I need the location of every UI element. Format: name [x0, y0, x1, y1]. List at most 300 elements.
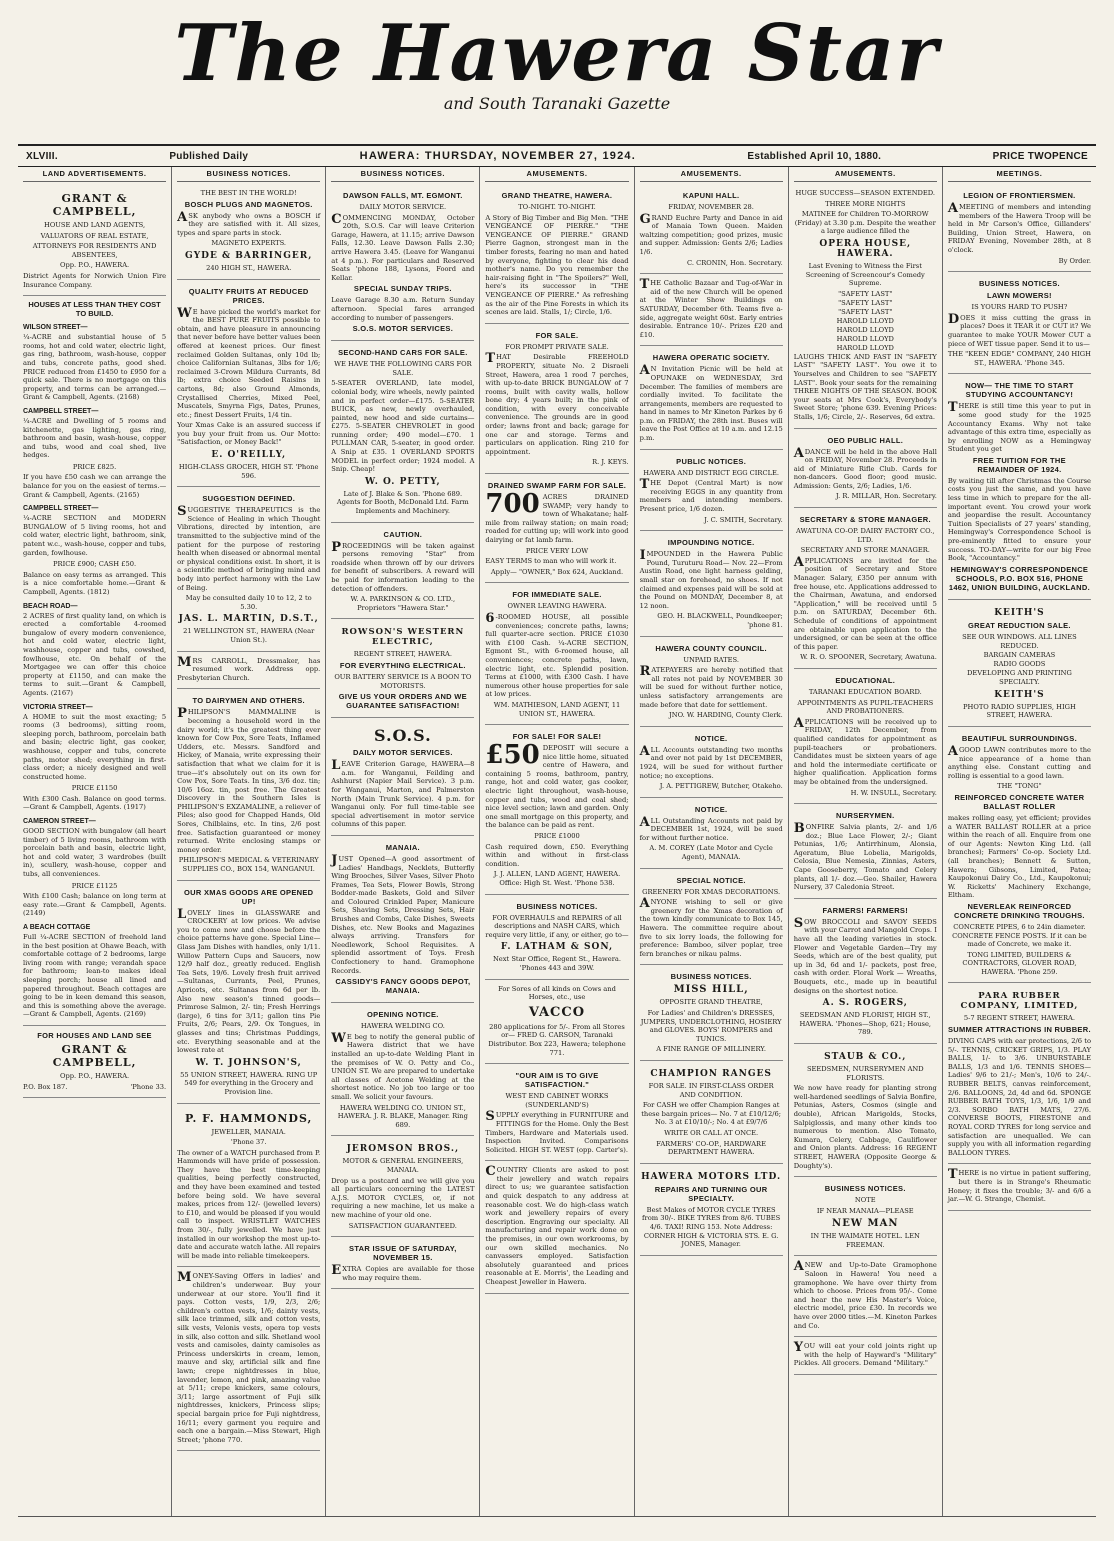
ad-product-name: VACCO — [528, 1004, 586, 1020]
ad-subheading: HUGE SUCCESS—SEASON EXTENDED. — [795, 189, 936, 197]
column-2 — [171, 167, 325, 1516]
ad-subheading: WEST END CABINET WORKS (SUNDERLAND'S) — [505, 1092, 609, 1109]
ad-heading: FOR HOUSES AND LAND SEE — [37, 1030, 152, 1040]
ad-heading: REPAIRS AND TURNING OUR SPECIALTY. — [654, 1184, 768, 1203]
advertisement — [177, 489, 320, 651]
ad-text: APPLICATIONS will be received up to FRIDAY, 12th December, from qualified candidates for appointment as pupil-teachers or probationers. Candidates must be sixteen years of age and hold the intermediate certificate or higher qualification. Application forms may be obtained from the undersigned. — [793, 715, 937, 786]
ad-text — [485, 489, 629, 545]
feature-line: "SAFETY LAST" — [838, 289, 893, 298]
advertisement — [485, 897, 628, 980]
ad-heading: IMPOUNDING NOTICE. — [667, 538, 755, 548]
ad-deposit: £50 — [485, 740, 540, 771]
ad-heading: FOR IMMEDIATE SALE. — [512, 590, 602, 600]
ad-subheading: MAGNETO EXPERTS. — [211, 239, 287, 248]
feature-line: HAROLD LLOYD — [836, 325, 894, 334]
listing-text: 2 ACRES of first quality land, on which is erected a comfortable 4-roomed bungalow of every modern convenience, hot and cold water, electric light, washhouse, copper and tubs, cowshed, fowlhouse, etc. On behalf of the Mortgagee we can offer this choice property at £1150, and can make the terms to suit.—Grant & Campbell, Agents. (2167) — [23, 611, 167, 697]
advertisement — [23, 186, 166, 296]
ad-heading: SUGGESTION DEFINED. — [202, 494, 296, 504]
feature-line: HAROLD LLOYD — [836, 334, 894, 343]
firm-address: SEEDSMAN AND FLORIST, HIGH ST., HAWERA. 'Phones—Shop, 621; House, 789. — [799, 1011, 932, 1037]
advertisement — [948, 274, 1091, 374]
ad-contact: Apply— "OWNER," Box 624, Auckland. — [490, 567, 624, 576]
firm-name: J. R. MILLAR, Hon. Secretary. — [835, 492, 937, 501]
property-listing — [23, 818, 166, 918]
issue-date: HAWERA: THURSDAY, NOVEMBER 27, 1924. — [359, 150, 636, 162]
street-name: CAMPBELL STREET— — [23, 407, 99, 415]
firm-name: J. A. PETTIGREW, Butcher, Otakeho. — [659, 782, 783, 791]
street-name: CAMERON STREET— — [23, 818, 96, 826]
ad-heading: FOR EVERYTHING ELECTRICAL. — [339, 660, 466, 670]
ad-heading: HAWERA OPERATIC SOCIETY. — [652, 353, 770, 363]
firm-name: F. LATHAM & SON, — [500, 942, 614, 953]
firm-address: 240 HIGH ST., HAWERA. — [206, 263, 292, 272]
ad-text: makes rolling easy, yet efficient; provides a WATER BALLAST ROLLER at a price within the reach of all. Enquire from one of our Agents: Newton King Ltd. (all branches); Farmers' Co-op. Society Ltd. (all branches); Bennett & Sutton, Hawera; Gibsons, Limited, Patea; Kaupokonui Dairy Co., Ltd., Kaupokonui; W. Ricketts' Machinery Exchange, Eltham. — [947, 813, 1091, 900]
volume-number: XLVIII. — [26, 150, 58, 162]
firm-name: P. F. HAMMONDS, — [185, 1111, 313, 1125]
ad-heading: BUSINESS NOTICES. — [824, 1184, 906, 1194]
firm-name: HAWERA MOTORS LTD. — [641, 1171, 782, 1182]
listing-text: ¼-ACRE and Dwelling of 5 rooms and kitchenette, gas lighting, gas ring, bathroom and basin, wash-house, copper and tubs, wood and coal shed, live hedges. — [23, 416, 167, 460]
feature-line: SPECIALTY. — [999, 677, 1040, 686]
ad-text: For Ladies' and Children's DRESSES, JUMPERS, UNDERCLOTHING, HOSIERY and GLOVES. BOYS' ROMPERS and TUNICS. — [640, 1009, 782, 1043]
firm-name: CASSIDY'S FANCY GOODS DEPOT, MANAIA. — [335, 977, 471, 996]
ad-text: GRAND Euchre Party and Dance in aid of Manaia Town Queen. Maiden waltzing competition; good prizes, music and supper. Admission: Gents 2/6; Ladies 1/6. — [639, 211, 783, 256]
advertisement — [794, 1179, 937, 1256]
ad-text: MRS CARROLL, Dressmaker, has resumed work. Address opp. Presbyterian Church. — [177, 654, 321, 682]
listing-text: With £100 Cash; balance on long term at easy rate.—Grant & Campbell, Agents. (2149) — [23, 892, 167, 918]
listing-text: Balance on easy terms as arranged. This is a nice comfortable home.—Grant & Campbell, Agents. (1812) — [23, 570, 167, 596]
advertisement — [331, 1138, 474, 1237]
ad-logo-text: S.O.S. — [374, 726, 432, 746]
ad-text: Your Xmas Cake is an assured success if you buy your fruit from us. Our Motto: "Satisfaction, or Money Back!" — [177, 421, 321, 447]
advertisement — [794, 1046, 937, 1177]
ad-heading: PUBLIC NOTICES. — [676, 456, 747, 466]
property-listing — [23, 324, 166, 402]
ad-text: MATINEE for Children TO-MORROW (Friday) at 3.30 p.m. Despite the weather a large audience filled the — [794, 210, 936, 236]
ad-heading: BUSINESS NOTICES. — [670, 972, 752, 982]
ad-subheading: JEWELLER, MANAIA. — [211, 1127, 286, 1136]
firm-name: MISS HILL, — [673, 984, 749, 996]
advertisement — [485, 326, 628, 474]
ad-heading: NOTICE. — [694, 804, 728, 814]
feature-line: HAROLD LLOYD — [836, 343, 894, 352]
street-name: WILSON STREET— — [23, 324, 88, 332]
ad-subheading: WRITE OR CALL AT ONCE. — [664, 1128, 759, 1137]
ad-heading: OEO PUBLIC HALL. — [827, 435, 904, 445]
ad-heading: NURSERYMEN. — [836, 811, 895, 821]
firm-name: HAWERA WELDING CO. UNION ST., HAWERA. J. R. BLAKE, Manager. Ring 689. — [337, 1103, 468, 1129]
ad-text: RATEPAYERS are hereby notified that all rates not paid by NOVEMBER 30 will be sued for without further notice, unless satisfactory arrangements are made before that date for settlement. — [639, 664, 783, 709]
column-4 — [479, 167, 633, 1516]
feature-line: REDUCED. — [1000, 641, 1039, 650]
feature-line: BARGAIN CAMERAS — [983, 650, 1056, 659]
firm-name: GRANT & CAMPBELL, — [52, 1042, 137, 1069]
listing-price: PRICE £1125 — [71, 881, 118, 890]
ad-heading: SUMMER ATTRACTIONS IN RUBBER. — [947, 1025, 1091, 1035]
ad-heading: NOW— THE TIME TO START STUDYING ACCOUNTANCY! — [965, 381, 1074, 400]
po-box: P.O. Box 187. — [23, 1082, 68, 1091]
ad-text: Drop us a postcard and we will give you all particulars concerning the LATEST A.J.S. MOTOR CYCLES, or, if not requiring a new machine, let us make a new machine of your old one. — [331, 1176, 475, 1219]
ad-subheading: THE "TONG" — [997, 782, 1042, 791]
ad-heading: SPECIAL SUNDAY TRIPS. — [353, 284, 452, 294]
advertisement — [331, 1239, 474, 1289]
ad-text: AN Invitation Picnic will be held at OPUNAKE on WEDNESDAY, 3rd December. The families of members are cordially invited. To facilitate the arrangements, members are requested to hand in names to Mr Kineton Parkes by 6 p.m. on FRIDAY, the 28th inst. Buses will leave the Post Office at 10 a.m. and 12.15 p.m. — [639, 363, 783, 443]
ad-text: We now have ready for planting strong well-hardened seedlings of Salvia Bonfire, Petunias, Asters, Cosmos (single and double), African Marigolds, Stocks, Salpiglossis, and many other kinds too numerous to mention. Also Tomato, Kumara, Celery, Cabbage, Cauliflower and Onion plants. Address: 16 REGENT STREET, HAWERA (Opposite George & Doughty's). — [793, 1084, 937, 1170]
advertisement — [485, 1066, 628, 1161]
ad-text: OUR BATTERY SERVICE IS A BOON TO MOTORISTS. — [334, 672, 472, 690]
published-daily: Published Daily — [169, 150, 249, 162]
ad-text: Cash required down, £50. Everything within and without in first-class condition. — [485, 842, 629, 868]
ad-text: DOES it miss cutting the grass in places? Does it TEAR it or CUT it? We guarantee to make YOUR Mower CUT a piece of WET tissue paper. Send it to us— — [947, 311, 1091, 348]
advertisement — [177, 186, 320, 280]
ad-text: WE beg to notify the general public of Hawera district that we have installed an up-to-date Welding Plant in the premises of W. O. Petty and Co., UNION ST. We are prepared to undertake all classes of Acetone Welding at the shortest notice. No job too large or too small. We solicit your favours. — [331, 1030, 475, 1101]
listing-text: GOOD SECTION with bungalow (all heart timber) of 5 living rooms, bathroom with porcelain bath and basin, electric light, hot and cold water, 3 wardrobes (built in), scullery, wash-house, copper and tubs, all conveniences. — [23, 827, 167, 879]
advertisement — [640, 967, 783, 1061]
ad-text: Leave Garage 8.30 a.m. Return Sunday afternoon. Special fares arranged according to number of passengers. — [331, 296, 475, 322]
ad-heading: QUALITY FRUITS AT REDUCED PRICES. — [188, 286, 309, 305]
advertisement — [23, 1025, 166, 1098]
listing-text: Full ¼-ACRE SECTION of freehold land in the best position at Ohawe Beach, with comfortable cottage of 2 bedrooms, large living room with range; verandah space for bathroom; lean-to makes ideal sleeping porch; house all lined and papered throughout. Beach cottages are going to be in keen demand this season, and this is something above the average.—Grant & Campbell, Agents. (2169) — [23, 933, 167, 1019]
firm-name: W. T. JOHNSON'S, — [195, 1057, 302, 1068]
feature-line: "SAFETY LAST" — [838, 307, 893, 316]
property-listing — [23, 505, 166, 596]
firm-name: JNO. W. HARDING, County Clerk. — [669, 711, 783, 720]
ad-heading: FREE TUITION FOR THE REMAINDER OF 1924. — [972, 455, 1066, 474]
ad-text: IMPOUNDED in the Hawera Public Pound, Turuturu Road— Nov. 22—From Austin Road, one light harness gelding, small star on forehead, no shoes. If not claimed and expenses paid will be sold at the Pound on MONDAY, December 8, at 12 noon. — [639, 548, 783, 610]
ad-heading: REINFORCED CONCRETE WATER BALLAST ROLLER — [954, 792, 1085, 811]
firm-name: PARA RUBBER COMPANY, LIMITED, — [960, 991, 1079, 1012]
advertisement — [948, 1166, 1091, 1210]
firm-address: Opp. P.O., HAWERA. — [59, 1071, 130, 1080]
column-5 — [634, 167, 788, 1516]
advertisement — [177, 1106, 320, 1268]
listing-text: A HOME to suit the most exacting; 5 rooms (3 bedrooms), sitting room, sleeping porch, bathroom, porcelain bath and basin; electric light, gas cooker, washhouse, copper and tubs, concrete paths, motor shed; everything in first-class order; a nicely designed and well constructed home. — [23, 712, 167, 781]
ad-product-name: CHAMPION RANGES — [650, 1068, 772, 1079]
advertisement — [331, 621, 474, 718]
advertisement — [948, 985, 1091, 1164]
property-listing — [23, 924, 166, 1019]
ad-text: ANYONE wishing to sell or give greenery for the Xmas decoration of the town kindly communicate to Box 145, Hawera. The committee require about five to six lorry loads, the following for preference: Bamboo, silver poplar, tree fern branches or nikau palms. — [639, 896, 783, 958]
ad-heading: FOR SALE! FOR SALE! — [512, 732, 602, 742]
ad-heading: MANAIA. — [385, 842, 420, 852]
ad-text: 5-SEATER OVERLAND, late model, colonial body, wire wheels, newly painted and in perfect order—£175. 5-SEATER BUICK, as new, newly overhauled, painted, new hood and side curtains—£275. 5-SEATER CHEVROLET in good running order; 490 model—£70. 1 PULLMAN CAR, 5-seater, in good order. A Snip at £35. 1 OVERLAND SPORTS MODEL in perfect order; 1924 model. A Snip. Cheap! — [331, 379, 475, 474]
ad-subheading: TO-NIGHT. TO-NIGHT. — [518, 203, 596, 211]
column-heading: AMUSEMENTS. — [794, 169, 937, 182]
ad-text: The owner of a WATCH purchased from P. Hammonds will have pride of possession. They have the best time-keeping qualities, being perfectly constructed, and they have been examined and tested before being sold. We have several makes, prices from 12/- (jewelled levers) to £10, and would be pleased if you would call to inspect. WRISTLET WATCHES from 30/-, fully jewelled. We have just installed in our workshop the most up-to-date and accurate watch lathe. All repairs will be made into reliable timekeepers. — [177, 1148, 321, 1260]
ad-subheading: UNPAID RATES. — [683, 655, 739, 664]
ad-heading: EDUCATIONAL. — [835, 675, 896, 685]
ad-text: 6-ROOMED HOUSE, all possible conveniences; concrete paths, lawns; full quarter-acre section. PRICE £1030 with £100 Cash. ¼-ACRE SECTION, Egmont St., with 6-roomed house, all conveniences; concrete paths, lawn, electric light, etc. Splendid position. Terms at £1000, with £300 Cash. I have numerous other house properties for sale at low prices. — [485, 610, 629, 699]
ad-heading: NEVERLEAK REINFORCED CONCRETE DRINKING TROUGHS. — [954, 901, 1085, 920]
property-listing — [23, 408, 166, 499]
feature-line: RADIO GOODS — [993, 659, 1046, 668]
phone-number: 'Phone 37. — [230, 1138, 267, 1147]
listing-price: PRICE £1150 — [71, 784, 118, 793]
firm-name: THE "KEEN EDGE" COMPANY, 240 HIGH ST., HAWERA. 'Phone 345. — [947, 350, 1091, 367]
advertisement — [794, 510, 937, 669]
ad-text: Last Evening to Witness the First Screening of Screencour's Comedy Supreme. — [805, 261, 925, 288]
ad-tagline: THE BEST IN THE WORLD! — [200, 189, 297, 197]
advertisement — [640, 871, 783, 966]
ad-text: JUST Opened—A good assortment of Ladies' Handbags, Necklets, Butterfly Wing Brooches, Silver Vases, Silver Photo Frames, Tea Sets, Flower Bowls, Strong Bodder-made Baskets, Gold and Silver and Coloured Crinkled Paper, Manicure Sets, Shaving Sets, Dressing Sets, Hair Brushes and Combs, Cake Dishes, Sweets Dishes, etc. New Books and Magazines always arriving. Transfers for Needlework, School Requisites. A splendid assortment of Toys. Fresh Confectionery to hand. Gramophone Records. — [331, 852, 475, 975]
advertisement — [331, 525, 474, 620]
ad-text: CONCRETE PIPES, 6 to 24in diameter. CONCRETE FENCE POSTS. If it can be made of Concrete, we make it. — [952, 922, 1087, 949]
ad-text: LAUGHS THICK AND FAST IN "SAFETY LAST" "SAFETY LAST". You owe it to Yourselves and Children to see "SAFETY LAST". Book your seats for the remaining THREE NIGHTS OF THE SEASON. BOOK your seats at Mrs Cook's, Everybody's Sweet Store; 'phone 639. Evening Prices: Stalls, 1/6; Circle, 2/-. Reserves, 6d extra. — [793, 352, 937, 421]
street-name: CAMPBELL STREET— — [23, 505, 99, 513]
ad-heading: OUR XMAS GOODS ARE OPENED UP! — [184, 887, 314, 906]
advertisement — [640, 452, 783, 532]
ad-text: AGOOD LAWN contributes more to the nice appearance of a home than anything else. Constant cutting and rolling is essential to a good lawn. — [947, 744, 1091, 780]
ad-text: MONEY-Saving Offers in ladies' and children's underwear. Buy your underwear at our store. You'll find it pays. Cotton vests, 1/9, 2/3, 2/6; children's cotton vests, 1/6; dainty vests, silk lace trimmed, silk and cotton vests, silk vests, Velonis vests, opera top vests in silk, also cotton and silk. Shetland wool vests and camisoles, dainty camisoles as Princess underskirts in cream, lemon, mauve and sky, artificial silk and fine lawn; crepe nightdresses in blue, lavender, lemon, and pink, amazing value at 5/11; crepe knickers, same colours, 3/11; large assortment of Fuji silk nightdresses, knickers, Princess slips; special bargain price for Fuji nightdress, 16/11; every garment you require and each one a bargain.—Miss Stewart, High Street; 'phone 770. — [177, 1270, 321, 1444]
ad-subheading: HAWERA AND DISTRICT EGG CIRCLE. — [643, 468, 780, 477]
listing-price: PRICE £825. — [72, 462, 117, 471]
ad-text: LEAVE Criterion Garage, HAWERA—8 a.m. for Wanganui, Feilding and Ashhurst (Napier Mail Service). 3 p.m. for Wanganui, Marton, and Palmerston North (Main Trunk Service). 4 p.m. for Wanganui only. For full time-table see special advertisement in motor service columns of this paper. — [331, 758, 475, 829]
advertisement — [640, 639, 783, 727]
firm-name: J. C. SMITH, Secretary. — [704, 515, 783, 524]
column-3 — [325, 167, 479, 1516]
ad-heading: GREAT REDUCTION SALE. — [967, 620, 1071, 630]
ad-text: ALL Outstanding Accounts not paid by DECEMBER 1st, 1924, will be sued for without further notice. — [639, 814, 783, 842]
advertisement — [794, 1258, 937, 1337]
ad-text: APPLICATIONS are invited for the position of Secretary and Store Manager. Salary, £350 per annum with free house, etc. Applications addressed to the Chairman, Awatuna, and endorsed "Application," will be received until 5 p.m. on SATURDAY, December 6th. Schedule of conditions of appointment are obtainable upon application to the undersigned, or can be seen at the office of this paper. — [793, 554, 937, 651]
firm-name: GRANT & CAMPBELL, — [52, 192, 137, 218]
advertisement — [640, 186, 783, 274]
ad-subheading: NOTE — [854, 1196, 876, 1205]
dateline — [18, 144, 1096, 167]
street-name: A BEACH COTTAGE — [23, 924, 91, 931]
masthead-title: The Hawera Star — [174, 8, 940, 99]
column-heading: LAND ADVERTISEMENTS. — [23, 169, 166, 182]
firm-name: KEITH'S — [994, 607, 1045, 618]
ad-heading: STAR ISSUE OF SATURDAY, NOVEMBER 15. — [349, 1244, 457, 1263]
advertisement — [640, 729, 783, 798]
ad-heading: DAILY MOTOR SERVICES. — [352, 748, 453, 758]
ad-text: ANEW and Up-to-Date Gramophone Saloon in Hawera! You need a gramophone. We have over thirty from which to choose. Prices from 95/-. Come and hear the new His Master's Voice, electric model, price £30. In records we have over 2000 titles.—M. Kineton Parkes and Co. — [793, 1259, 937, 1330]
ad-heading: FARMERS! FARMERS! — [822, 905, 909, 915]
ad-heading: FOR SALE. — [535, 330, 579, 340]
firm-name: J. J. ALLEN, LAND AGENT, HAWERA. Office: High St. West. 'Phone 538. — [493, 870, 621, 887]
advertisement — [640, 1063, 783, 1164]
firm-name: KEITH'S — [994, 689, 1045, 700]
ad-heading: CAUTION. — [383, 529, 423, 539]
ad-text: For CASH we offer Champion Ranges at these bargain prices— No. 7 at £10/12/6; No. 3 at £10/10/-; No. 4 at £9/7/6 — [641, 1101, 782, 1127]
listing-text: ¼-ACRE SECTION and MODERN BUNGALOW of 5 living rooms, hot and cold water, electric light, bathroom, sink, patent w.c., wash-house, copper and tubs, garden, fowlhouse. — [23, 514, 167, 557]
firm-line: VALUATORS OF REAL ESTATE, — [40, 231, 149, 240]
ad-subheading: MOTOR & GENERAL ENGINEERS, MANAIA. — [342, 1157, 464, 1174]
ad-text: THAT Desirable FREEHOLD PROPERTY, situate No. 2 Disraeli Street, Hawera, area 1 rood 7 perches, with up-to-date BRICK BUNGALOW of 7 rooms, built with cavity walls, hollow bone dry; 4 years built; in the pink of condition, with every conceivable convenience. The grounds are in good order; lawns front and back; garage for one car and storage. Terms and particulars on application. Ring 210 for appointment. — [485, 351, 629, 456]
ad-heading: BOSCH PLUGS AND MAGNETOS. — [184, 199, 313, 209]
column-7 — [942, 167, 1096, 1516]
feature-line: "SAFETY LAST" — [838, 298, 893, 307]
street-name: BEACH ROAD— — [23, 602, 78, 610]
firm-name: GYDE & BARRINGER, — [185, 250, 313, 261]
ad-subheading: OWNER LEAVING HAWERA. — [507, 602, 607, 611]
property-listing — [23, 704, 166, 813]
firm-name: WM. MATHIESON, LAND AGENT, 11 UNION ST., HAWERA. — [493, 700, 621, 718]
ad-price: PRICE VERY LOW — [525, 546, 589, 555]
firm-name: STAUB & CO., — [824, 1051, 907, 1062]
firm-name: E. O'REILLY, — [211, 450, 287, 461]
advertisement — [948, 729, 1091, 983]
advertisement — [331, 838, 474, 1003]
ad-subheading: OPPOSITE GRAND THEATRE, — [659, 998, 763, 1007]
firm-name: PHILIPSON'S MEDICAL & VETERINARY SUPPLIES CO., BOX 154, WANGANUI. — [178, 856, 319, 874]
firm-name: C. CRONIN, Hon. Secretary. — [687, 258, 783, 267]
firm-name: W. R. O. SPOONER, Secretary, Awatuna. — [800, 653, 937, 662]
feature-list — [948, 633, 1091, 687]
advertisement — [485, 585, 628, 725]
advertisement — [177, 883, 320, 1104]
firm-address: PHOTO RADIO SUPPLIES, HIGH STREET, HAWERA. — [963, 702, 1076, 720]
firm-name: R. J. KEYS. — [592, 458, 629, 467]
ad-text: THE Catholic Bazaar and Tug-of-War in aid of the new Church will be opened at the Winter Show Buildings on SATURDAY, December 6th. Teams five a-side, aggregate weight 60st. Early entries desirable. Entrance 10/-. Prizes £20 and £10. — [639, 277, 783, 339]
feature-line: SEE OUR WINDOWS. ALL LINES — [962, 632, 1077, 641]
ad-heading: GIVE US YOUR ORDERS AND WE GUARANTEE SATISFACTION! — [338, 692, 467, 711]
firm-name: H. W. INSULL, Secretary. — [850, 788, 937, 797]
masthead-subtitle: and South Taranaki Gazette — [443, 94, 671, 113]
firm-line: HOUSE AND LAND AGENTS, — [43, 221, 146, 229]
ad-text: AMEETING of members and intending members of the Hawera Troop will be held in Mr Carson's Office, Gillanders' Building, Union Street, Hawera, on FRIDAY Evening, November 28th, at 8 o'clock. — [947, 201, 1091, 254]
column-heading: BUSINESS NOTICES. — [177, 169, 320, 182]
ad-text: ALL Accounts outstanding two months and over not paid by 1st DECEMBER, 1924, will be sued for without further notice; no exceptions. — [639, 743, 783, 780]
advertisement — [794, 671, 937, 804]
ad-text-body: DEPOSIT will secure a nice little home, situated centre of Hawera, and containing 5 rooms, bathroom, pantry, range, hot and cold water, gas cooker, electric light throughout, wash-house, copper and tubs, wood and coal shed; nice level section; lawn and garden. Only one small mortgage on this property, and the balance can be paid as rent. — [485, 744, 629, 830]
advertisement — [177, 691, 320, 880]
ad-text: THERE is still time this year to put in some good study for the 1925 Accountancy Exams. Why not take advantage of this extra time, especially as by enrolling NOW as a Hemingway Student you get — [947, 400, 1091, 454]
advertisement — [331, 1005, 474, 1136]
ad-text: BONFIRE Salvia plants, 2/- and 1/6 doz.; Blue Lace Flower, 2/-; Giant Petunias, 1/6; Antirrhinum, Alonsia, Ageratum, Blue Lobelia, Marigolds, Celosia, Blue Nemesia, Zinnias, Asters, Cape Gooseberry, Tomato and Celery plants, all 1/- doz.—Geo. Shailer, Hawera Nursery, 37 Caledonia Street. — [793, 821, 937, 892]
ad-text — [485, 740, 629, 830]
ad-heading: "OUR AIM IS TO GIVE SATISFACTION." — [515, 1071, 599, 1090]
advertisement — [485, 982, 628, 1065]
column-heading: BUSINESS NOTICES. — [331, 169, 474, 182]
advertisement — [948, 186, 1091, 272]
ad-heading: GRAND THEATRE, HAWERA. — [501, 191, 613, 200]
advertisement — [640, 276, 783, 346]
firm-address: Late of J. Blake & Son. 'Phone 689. Agents for Booth, McDonald Ltd. Farm Implements and Machinery. — [336, 489, 469, 516]
ad-text: EASY TERMS to man who will work it. — [485, 557, 617, 566]
listing-price: PRICE £900; CASH £50. — [53, 560, 137, 569]
ad-text: For Sores of all kinds on Cows and Horses, etc., use — [498, 984, 616, 1002]
firm-address: Next Star Office, Regent St., Hawera. 'Phones 443 and 39W. — [492, 955, 622, 972]
ad-subheading: DAILY MOTOR SERVICE. — [359, 203, 447, 211]
ad-text: ASK anybody who owns a BOSCH if they are satisfied with it. All sizes, types and spare parts in stock. — [177, 209, 321, 237]
ad-text: THERE is no virtue in patient suffering, but there is in Strange's Rheumatic Honey; it fixes the trouble; 3/- and 6/6 a jar.—W. G. Strange, Chemist. — [947, 1167, 1091, 1204]
ad-subheading: GREENERY FOR XMAS DECORATIONS. — [642, 887, 781, 896]
ad-acreage: 700 — [485, 489, 540, 520]
firm-name: W. O. PETTY, — [365, 476, 441, 487]
ad-text: May be consulted daily 10 to 12, 2 to 5.30. — [185, 594, 312, 611]
advertisement — [640, 1166, 783, 1256]
property-listing — [23, 603, 166, 698]
ad-subheading: SECRETARY AND STORE MANAGER. — [800, 546, 930, 555]
firm-name: GEO. H. BLACKWELL, Poundkeeper; 'phone 81. — [657, 612, 783, 629]
ad-text: IN THE WAIMATE HOTEL. LEN FREEMAN. — [810, 1232, 920, 1249]
ad-heading: KAPUNI HALL. — [682, 191, 740, 200]
ad-text: SOW BROCCOLI and SAVOY SEEDS with your Carrot and Mangold Crops. I have all the leading varieties in stock. Flower and Vegetable Garden—Try my Seeds, which are of the best quality, put up in 3d, 6d and 1/- packets, post free, cash with order. Floral Work — Wreaths, Bouquets, etc., made up in beautiful designs on the shortest notice. — [793, 915, 937, 995]
advertisement — [794, 1339, 937, 1375]
ad-subheading: WE HAVE THE FOLLOWING CARS FOR SALE. — [334, 360, 472, 377]
firm-address: 5-7 REGENT STREET, HAWERA. — [963, 1014, 1075, 1023]
firm-name: JEROMSON BROS., — [346, 1144, 460, 1155]
feature-list — [794, 290, 937, 353]
ad-subheading: HAWERA WELDING CO. — [360, 1022, 445, 1031]
ad-subheading: FOR PROMPT PRIVATE SALE. — [505, 342, 609, 351]
columns — [18, 167, 1096, 1517]
firm-line: ATTORNEYS FOR RESIDENTS AND ABSENTEES, — [32, 242, 157, 259]
advertisement — [794, 431, 937, 509]
advertisement — [485, 186, 628, 324]
listing-text: ¼-ACRE and substantial house of 5 rooms, hot and cold water, electric light, gas ring, bathroom, wash-house, copper and tubs, concrete paths, good shed. PRICE reduced from £1450 to £950 for a quick sale. There is no mortgage on this property, and terms can be arranged.—Grant & Campbell, Agents. (2168) — [23, 333, 167, 402]
ad-heading: LEGION OF FRONTIERSMEN. — [963, 191, 1076, 200]
ad-heading: BUSINESS NOTICES. — [978, 279, 1060, 289]
ad-text: SUPPLY everything in FURNITURE and FITTINGS for the Home. Only the Best Timbers, Hardware and Materials used. Inspection Invited. Comparisons Solicited. HIGH ST. WEST (opp. Carter's). — [485, 1109, 629, 1154]
advertisement — [794, 186, 937, 429]
advertisement — [177, 282, 320, 488]
ad-text: 280 applications for 5/-. From all Stores or— FRED G. CARSON, Taranaki Distributor. Box 223, Hawera; telephone 771. — [488, 1022, 626, 1057]
advertisement — [331, 343, 474, 523]
firm-name: W. A. PARKINSON & CO. LTD., Proprietors "Hawera Star." — [350, 595, 456, 612]
advertisement — [485, 1163, 628, 1293]
ad-text: IF NEAR MANAIA—PLEASE — [816, 1206, 914, 1215]
firm-address: HIGH-CLASS GROCER, HIGH ST. 'Phone 596. — [178, 463, 319, 480]
firm-name: A. S. ROGERS, — [822, 998, 908, 1009]
ad-heading: OPENING NOTICE. — [367, 1010, 439, 1020]
ad-heading: DRAINED SWAMP FARM FOR SALE. — [487, 481, 627, 491]
firm-address: 21 WELLINGTON ST., HAWERA (Near Union St.). — [183, 627, 315, 644]
ad-subheading: SEEDSMEN, NURSERYMEN AND FLORISTS. — [806, 1064, 924, 1082]
advertisement — [177, 654, 320, 690]
ad-subheading: APPOINTMENTS AS PUPIL-TEACHERS AND PROBATIONERS. — [797, 698, 934, 716]
firm-address: 55 UNION STREET, HAWERA. RING UP 549 for everything in the Grocery and Provision line. — [180, 1070, 318, 1096]
masthead — [18, 10, 1096, 112]
feature-line: HAROLD LLOYD — [836, 316, 894, 325]
advertisement — [177, 1269, 320, 1451]
ad-text: A FINE RANGE OF MILLINERY. — [656, 1045, 766, 1054]
section-heading: HOUSES AT LESS THAN THEY COST TO BUILD. — [28, 300, 161, 319]
column-heading: AMUSEMENTS. — [640, 169, 783, 182]
column-heading: MEETINGS. — [948, 169, 1091, 182]
advertisement — [331, 186, 474, 341]
ad-text: EXTRA Copies are available for those who may require them. — [331, 1263, 475, 1282]
ad-text: A Story of Big Timber and Big Men. "THE VENGEANCE OF PIERRE." "THE VENGEANCE OF PIERRE." GRAND Pierre Gagnon, strongest man in the timber forests, fearing no man and hated by everyone, fighting to clear his dead mother's name. Do you remember the hair-raising fight in "The Spoilers?" Well, here's its successor in "THE VENGEANCE OF PIERRE." As refreshing as the air of the Pine Forests in which its scenes are laid. Stalls, 1/; Circle, 1/6. — [485, 213, 629, 317]
advertisement — [948, 376, 1091, 600]
ad-text: YOU will eat your cold joints right up with the help of Hayward's "Military" Pickles. All grocers. Demand "Military." — [793, 1340, 937, 1368]
firm-name: A. M. COREY (Late Motor and Cycle Agent), MANAIA. — [649, 844, 773, 862]
column-6 — [788, 167, 942, 1516]
advertisement — [485, 476, 628, 583]
ad-headline: NEW MAN — [832, 1218, 899, 1230]
ad-heading: SPECIAL NOTICE. — [676, 875, 746, 885]
advertisement — [794, 901, 937, 1044]
firm-name: FARMERS' CO-OP., HARDWARE DEPARTMENT HAWERA. — [656, 1139, 766, 1157]
ad-heading: BEAUTIFUL SURROUNDINGS. — [961, 734, 1077, 743]
ad-text: COMMENCING MONDAY, October 20th, S.O.S. Car will leave Criterion Garage, Hawera, at 11.15; arrive Dawson Falls, 12.30. Leave Dawson Falls 2.30; arrive Hawera 3.45. (Leave for Wanganui at 4 p.m.). For particulars and Reserved Seats 'phone 188, Lysons, Foord and Kellar. — [331, 211, 475, 282]
firm-name: S.O.S. MOTOR SERVICES. — [352, 324, 454, 334]
ad-text: Best Makes of MOTOR CYCLE TYRES from 30/-. BIKE TYRES from 8/6. TUBES 4/6. TAXI! RING 153. Note Address: CORNER HIGH & VICTORIA STS. E. G. JONES, Manager. — [642, 1205, 781, 1249]
ad-heading: TO DAIRYMEN AND OTHERS. — [192, 696, 305, 706]
street-name: VICTORIA STREET— — [23, 703, 93, 711]
ad-text: SATISFACTION GUARANTEED. — [348, 1221, 457, 1230]
ad-text: SUGGESTIVE THERAPEUTICS is the Science of Healing in which Thought Vibrations, directed by intention, are transmitted to the subjective mind of the patient for the purpose of restoring health when diseased or abnormal mental or physical conditions exist. In short, it is a scientific method of bringing mind and body into perfect harmony with the Law of Being. — [177, 504, 321, 592]
ad-subheading: TARANAKI EDUCATION BOARD. — [808, 687, 922, 696]
ad-heading: NOTICE. — [694, 733, 728, 743]
column-1 — [18, 167, 171, 1516]
firm-name: JAS. L. MARTIN, D.S.T., — [178, 614, 319, 625]
ad-text: WE have picked the world's market for the BEST PURE FRUITS possible to obtain, and have pleasure in announcing that never before have better values been offered at keenest prices. Our finest reclaimed Golden Sultanas, only 10d lb; choice Californian Sultanas, 3lbs for 1/6; reclaimed 3-Crown Mildura Currants, 8d lb; extra choice Seeded Raisins in cartons, 8d; also Ground Almonds, Crystallised Cherries, Mixed Peel, Muscatels, Smyrna Figs, Dates, Prunes, etc.; finest Dessert Fruits, 1/4 tin. — [177, 305, 321, 419]
ad-text: PHILIPSON'S MAMMALINE is becoming a household word in the dairy world; it's the greatest thing ever known for Cow Pox, Sore Teats, Inflamed Udders, etc. Messrs. Sandford and Hickey, of Manaia, write expressing their satisfaction that what we claim for it is true—it's absolutely out on its own for Cow Pox, Sore Teats. In tins, 3/6 doz. tin; 10/6 16oz. tin, post free. The Greatest Discovery in the Southern Isles is PHILIPSON'S EXZAMALINE, a reliever of Piles; also good for Chapped Hands, Old Sores, Chilblains, etc. In tins, 2/6 post free. Satisfaction guaranteed or money returned. Write enclosing stamps or money order. — [177, 706, 321, 854]
ad-subheading: FOR SALE. IN FIRST-CLASS ORDER AND CONDITION. — [648, 1081, 774, 1099]
